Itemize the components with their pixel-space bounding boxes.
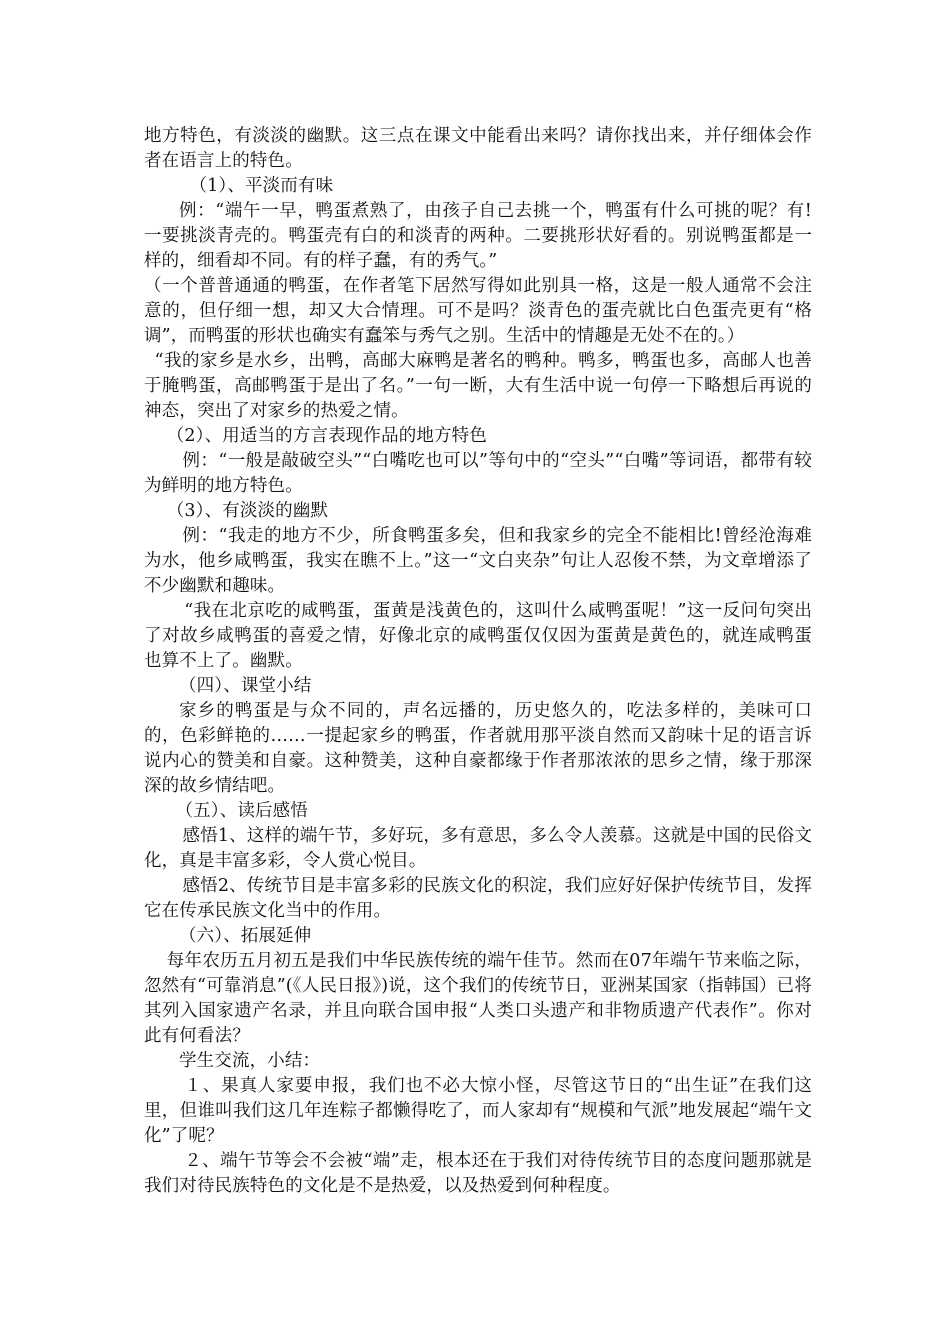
paragraph-point-2: ２、端午节等会不会被“端”走，根本还在于我们对待传统节目的态度问题那就是我们对待民族特色的文化是不是热爱，以及热爱到何种程度。: [144, 1151, 812, 1196]
heading-reflection: （五）、读后感悟: [175, 801, 308, 821]
paragraph-reflection-1: 感悟1、这样的端午节，多好玩，多有意思，多么令人羡慕。这就是中国的民俗文化，真是丰富多彩，令人赏心悦目。: [144, 826, 812, 871]
paragraph-example-dialect: 例：“一般是敲破空头”“白嘴吃也可以”等句中的“空头”“白嘴”等词语，都带有较为鲜明的地方特色。: [144, 451, 812, 496]
heading-dialect: （2）、用适当的方言表现作品的地方特色: [166, 426, 487, 446]
paragraph-student-discussion: 学生交流，小结：: [179, 1051, 321, 1071]
document-page: [144, 124, 812, 1199]
paragraph-example-egg-picking: 例：“端午一早，鸭蛋煮熟了，由孩子自己去挑一个，鸭蛋有什么可挑的呢？有!一要挑淡青壳的。鸭蛋壳有白的和淡青的两种。二要挑形状好看的。别说鸭蛋都是一样的，细看却不同。有的样子蠢，有的秀气。”: [144, 201, 812, 271]
heading-humor: （3）、有淡淡的幽默: [166, 501, 329, 521]
heading-extension: （六）、拓展延伸: [179, 926, 312, 946]
paragraph-point-1: １、果真人家要申报，我们也不必大惊小怪，尽管这节日的“出生证”在我们这里，但谁叫我们这几年连粽子都懒得吃了，而人家却有“规模和气派”地发展起“端午文化”了呢？: [144, 1076, 812, 1146]
paragraph-example-humor: 例：“我走的地方不少，所食鸭蛋多矣，但和我家乡的完全不能相比!曾经沧海难为水，他乡咸鸭蛋，我实在瞧不上。”这一“文白夹杂”句让人忍俊不禁，为文章增添了不少幽默和趣味。: [144, 526, 812, 596]
paragraph-hometown-quote: “我的家乡是水乡，出鸭，高邮大麻鸭是著名的鸭种。鸭多，鸭蛋也多，高邮人也善于腌鸭蛋，高邮鸭蛋于是出了名。”一句一断，大有生活中说一句停一下略想后再说的神态，突出了对家乡的热爱之情。: [144, 351, 812, 421]
paragraph-beijing-egg: “我在北京吃的咸鸭蛋，蛋黄是浅黄色的，这叫什么咸鸭蛋呢！”这一反问句突出了对故乡咸鸭蛋的喜爱之情，好像北京的咸鸭蛋仅仅因为蛋黄是黄色的，就连咸鸭蛋也算不上了。幽默。: [144, 601, 812, 671]
paragraph-summary: 家乡的鸭蛋是与众不同的，声名远播的，历史悠久的，吃法多样的，美味可口的，色彩鲜艳的……一提起家乡的鸭蛋，作者就用那平淡自然而又韵味十足的语言诉说内心的赞美和自豪。这种赞美，这种自豪都缘于作者那浓浓的思乡之情，缘于那深深的故乡情结吧。: [144, 701, 812, 796]
paragraph-reflection-2: 感悟2、传统节目是丰富多彩的民族文化的积淀，我们应好好保护传统节目，发挥它在传承民族文化当中的作用。: [144, 876, 812, 921]
paragraph-intro-continued: 地方特色，有淡淡的幽默。这三点在课文中能看出来吗？请你找出来，并仔细体会作者在语言上的特色。: [144, 126, 812, 171]
paragraph-commentary-egg: （一个普普通通的鸭蛋，在作者笔下居然写得如此别具一格，这是一般人通常不会注意的，但仔细一想，却又大合情理。可不是吗？淡青色的蛋壳就比白色蛋壳更有“格调”，而鸭蛋的形状也确实有蠢笨与秀气之别。生活中的情趣是无处不在的。）: [144, 276, 812, 346]
heading-summary: （四）、课堂小结: [179, 676, 312, 696]
paragraph-extension: 每年农历五月初五是我们中华民族传统的端午佳节。然而在07年端午节来临之际，忽然有“可靠消息”(《人民日报》)说，这个我们的传统节日，亚洲某国家（指韩国）已将其列入国家遗产名录，并且向联合国申报“人类口头遗产和非物质遗产代表作”。你对此有何看法？: [144, 951, 812, 1046]
heading-plain-flavor: （1）、平淡而有味: [189, 176, 334, 196]
